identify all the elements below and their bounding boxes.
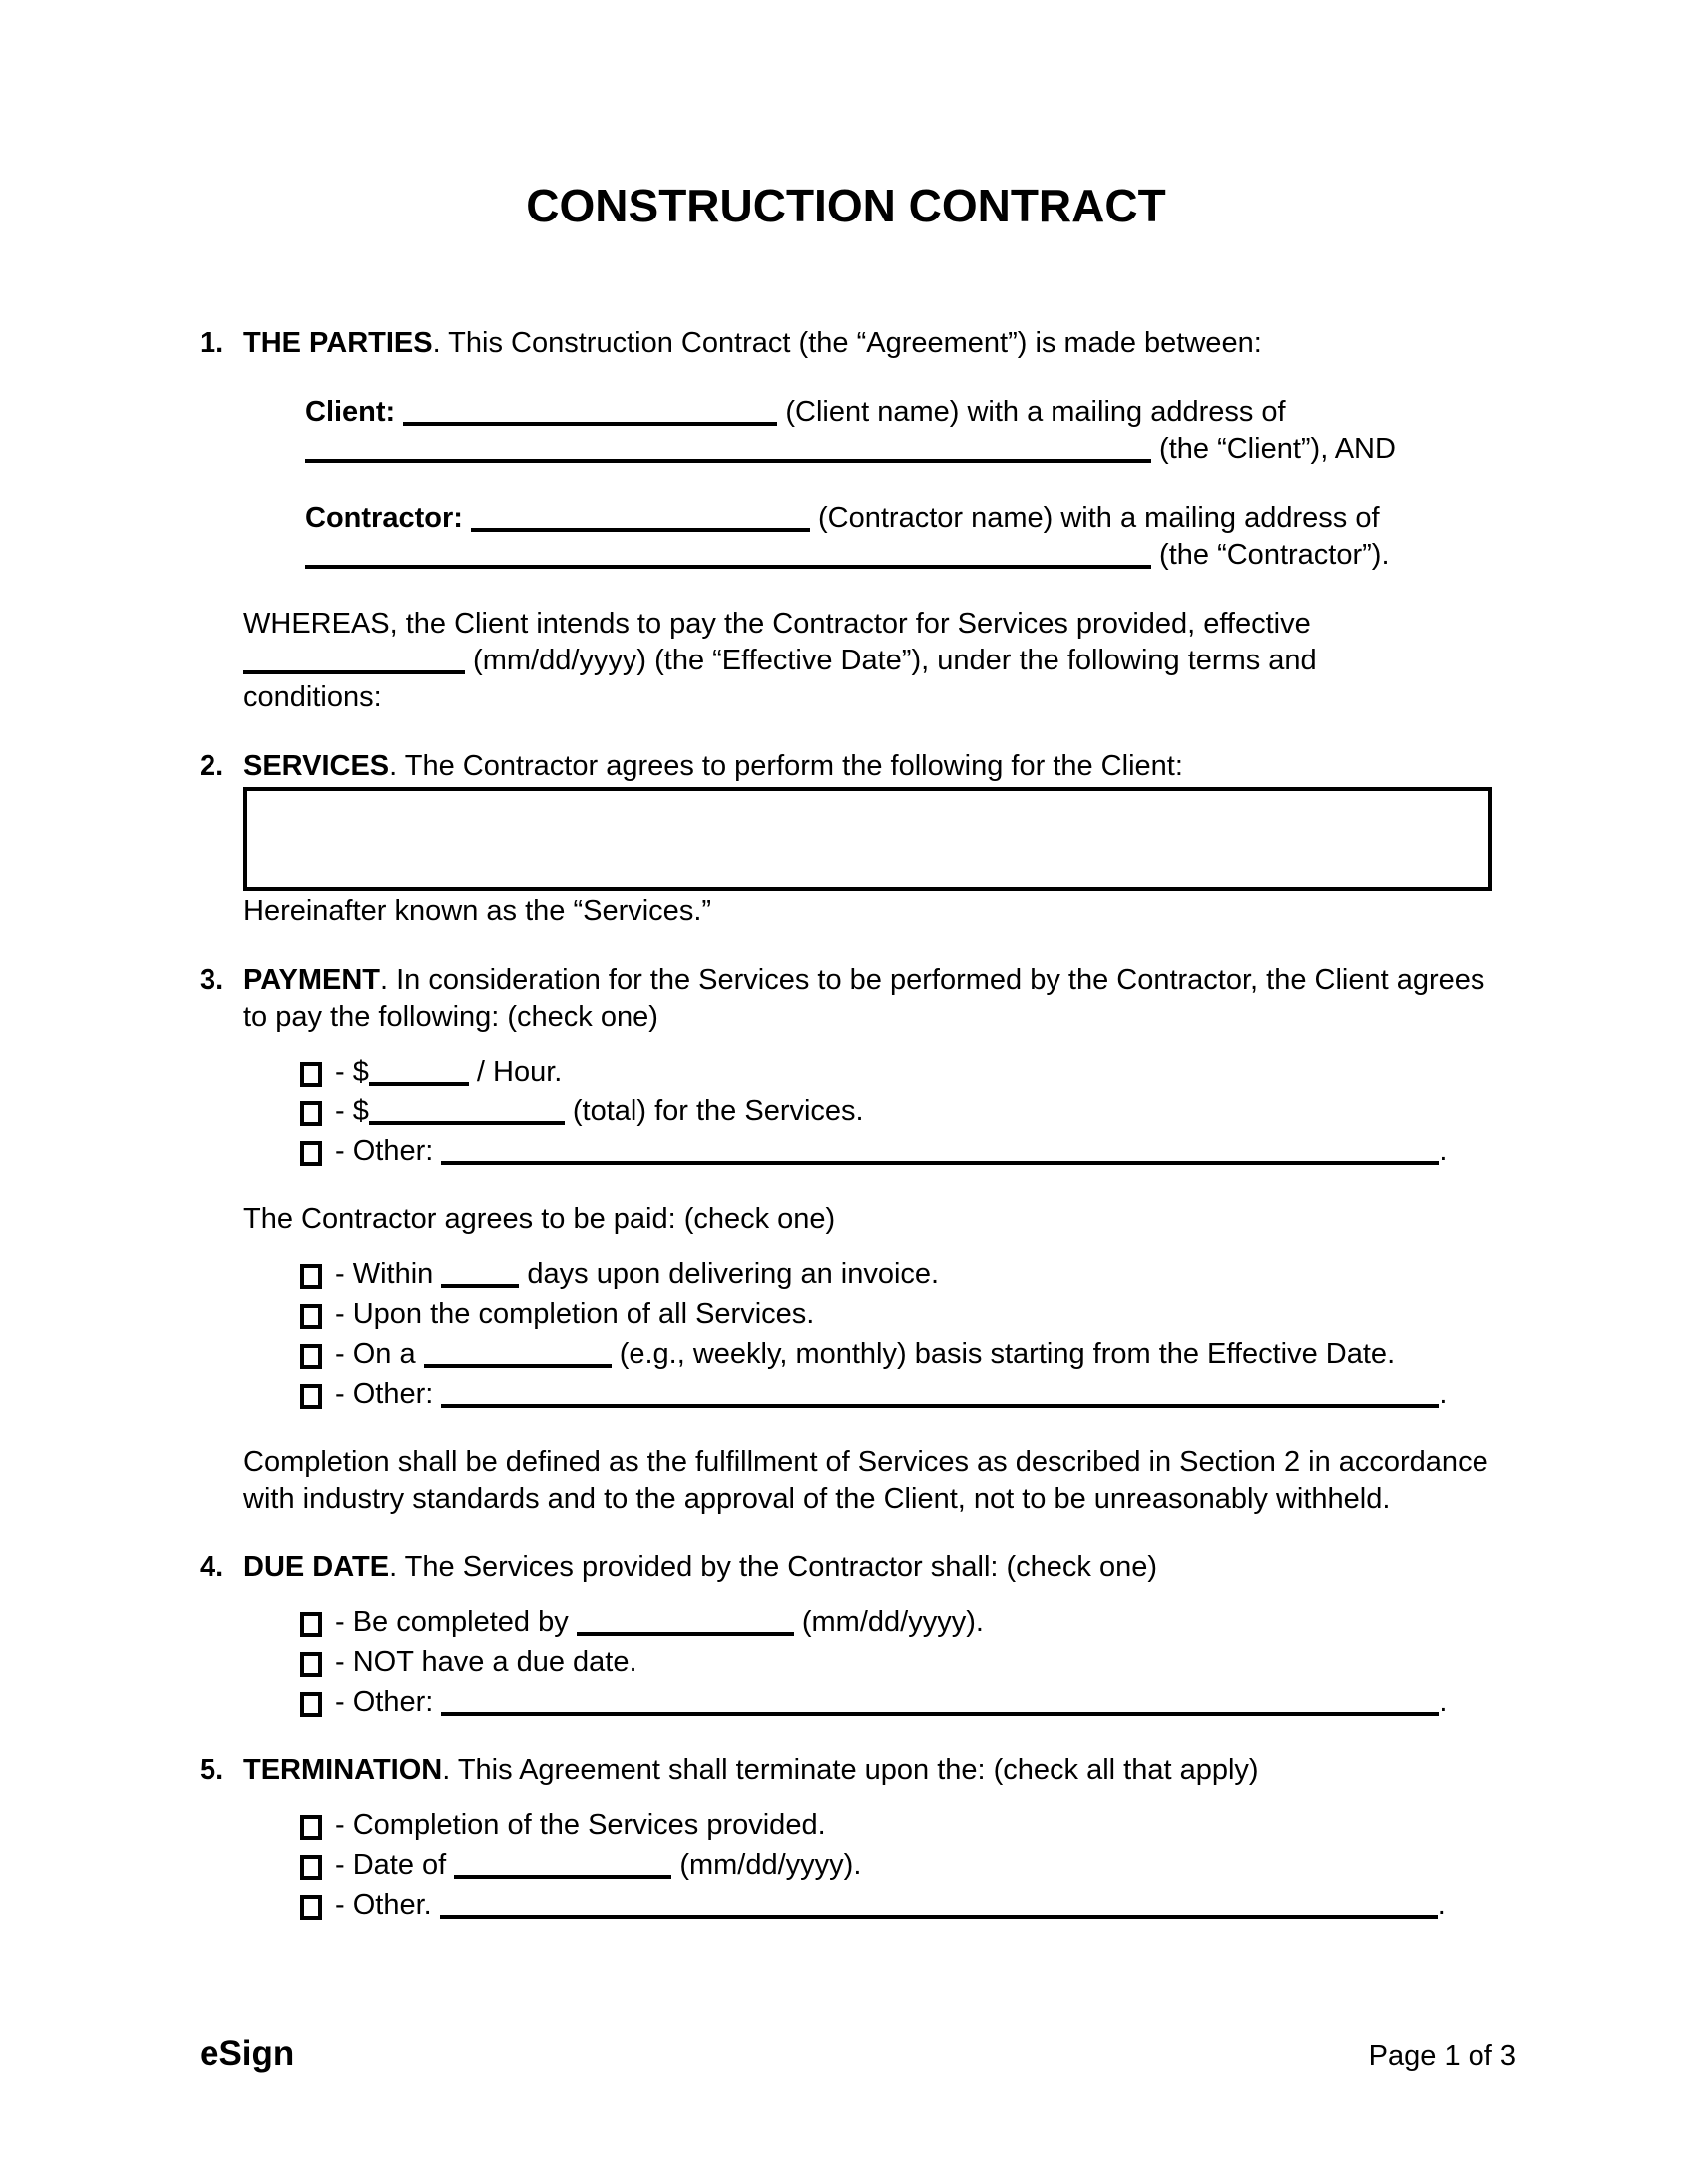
- section-content: [243, 962, 1492, 1549]
- paid-option-invoice: [300, 1254, 1492, 1294]
- option-text: .: [1439, 1686, 1448, 1718]
- section-termination: [200, 1752, 1492, 1955]
- section-services: [200, 748, 1492, 962]
- whereas-line2: (mm/dd/yyyy) (the “Effective Date”), under the following terms and: [465, 645, 1317, 676]
- option-text: (total) for the Services.: [564, 1095, 864, 1127]
- option-text: - On a: [335, 1338, 424, 1370]
- contractor-name-blank[interactable]: [471, 502, 810, 532]
- option-text: / Hour.: [468, 1056, 563, 1088]
- section-lead: [243, 962, 1492, 1036]
- option-text: - Be completed by: [335, 1606, 577, 1638]
- section-content: [243, 325, 1492, 748]
- section-lead-text: . This Agreement shall terminate upon the: (check all that apply): [442, 1754, 1259, 1786]
- services-note: Hereinafter known as the “Services.”: [243, 895, 712, 927]
- section-lead: [243, 748, 1492, 785]
- term-date-checkbox[interactable]: [300, 1855, 322, 1880]
- termination-options: [300, 1805, 1492, 1925]
- option-text: - $: [335, 1095, 369, 1127]
- paid-lead: The Contractor agrees to be paid: (check one): [243, 1203, 836, 1235]
- client-clause: [305, 394, 1492, 468]
- page-footer: [200, 2035, 1516, 2075]
- option-text: .: [1439, 1135, 1448, 1167]
- paid-invoice-checkbox[interactable]: [300, 1264, 322, 1289]
- effective-date-blank[interactable]: [243, 645, 465, 674]
- section-payment: [200, 962, 1492, 1549]
- client-label: Client:: [305, 396, 396, 428]
- section-heading: DUE DATE: [243, 1551, 390, 1583]
- option-text: - Completion of the Services provided.: [335, 1809, 826, 1841]
- section-content: [243, 1549, 1492, 1752]
- contractor-label: Contractor:: [305, 502, 463, 534]
- term-option-completion: [300, 1805, 1492, 1845]
- services-entry-box[interactable]: [243, 787, 1492, 891]
- due-option-other: [300, 1682, 1492, 1722]
- payment-timing-options: [300, 1254, 1492, 1414]
- section-the-parties: [200, 325, 1492, 748]
- section-number: 4.: [200, 1551, 224, 1583]
- client-name-blank[interactable]: [403, 396, 777, 426]
- option-text: - Other:: [335, 1135, 442, 1167]
- due-other-checkbox[interactable]: [300, 1692, 322, 1717]
- term-completion-checkbox[interactable]: [300, 1815, 322, 1840]
- section-number: 2.: [200, 750, 224, 782]
- client-address-blank[interactable]: [305, 433, 1151, 463]
- due-other-blank[interactable]: [441, 1686, 1439, 1716]
- section-lead-text: . The Services provided by the Contractor shall: (check one): [389, 1551, 1158, 1583]
- option-text: - Upon the completion of all Services.: [335, 1298, 815, 1330]
- section-lead: [243, 1549, 1492, 1586]
- option-text: - Other:: [335, 1378, 442, 1410]
- termination-other-blank[interactable]: [440, 1889, 1438, 1919]
- due-date-options: [300, 1602, 1492, 1722]
- section-number: 3.: [200, 964, 224, 996]
- paid-basis-checkbox[interactable]: [300, 1344, 322, 1369]
- section-number: 1.: [200, 327, 224, 359]
- option-text: - $: [335, 1056, 369, 1088]
- payment-option-other: [300, 1131, 1492, 1171]
- document-title: CONSTRUCTION CONTRACT: [526, 180, 1166, 231]
- section-lead: [243, 325, 1492, 362]
- payment-option-hourly: [300, 1052, 1492, 1092]
- payment-option-total: [300, 1092, 1492, 1131]
- option-text: (mm/dd/yyyy).: [671, 1849, 862, 1881]
- paid-other-blank[interactable]: [441, 1378, 1439, 1408]
- invoice-days-blank[interactable]: [441, 1258, 519, 1288]
- section-lead-text: . In consideration for the Services to be performed by the Contractor, the Client agrees to pay the following: (check one): [243, 964, 1485, 1033]
- whereas-line1: WHEREAS, the Client intends to pay the Contractor for Services provided, effective: [243, 608, 1311, 640]
- section-heading: THE PARTIES: [243, 327, 433, 359]
- due-none-checkbox[interactable]: [300, 1652, 322, 1677]
- client-clause-text2: (the “Client”), AND: [1151, 433, 1396, 465]
- payment-other-checkbox[interactable]: [300, 1141, 322, 1166]
- whereas-clause: [243, 606, 1492, 716]
- option-text: - Other.: [335, 1889, 440, 1921]
- option-text: .: [1439, 1378, 1448, 1410]
- paid-option-completion: [300, 1294, 1492, 1334]
- option-text: (mm/dd/yyyy).: [793, 1606, 984, 1638]
- contractor-clause-text2: (the “Contractor”).: [1151, 539, 1390, 571]
- paid-option-other: [300, 1374, 1492, 1414]
- contractor-address-blank[interactable]: [305, 539, 1151, 569]
- option-text: days upon delivering an invoice.: [519, 1258, 940, 1290]
- option-text: - Within: [335, 1258, 442, 1290]
- payment-hourly-checkbox[interactable]: [300, 1062, 322, 1087]
- section-due-date: [200, 1549, 1492, 1752]
- due-option-completed-by: [300, 1602, 1492, 1642]
- payment-basis-blank[interactable]: [424, 1338, 612, 1368]
- paid-completion-checkbox[interactable]: [300, 1304, 322, 1329]
- paid-option-basis: [300, 1334, 1492, 1374]
- section-number: 5.: [200, 1754, 224, 1786]
- contractor-clause-text: (Contractor name) with a mailing address of: [809, 502, 1380, 534]
- section-heading: TERMINATION: [243, 1754, 443, 1786]
- hourly-rate-blank[interactable]: [369, 1056, 469, 1086]
- section-lead: [243, 1752, 1492, 1789]
- option-text: .: [1437, 1889, 1446, 1921]
- due-option-none: [300, 1642, 1492, 1682]
- payment-total-checkbox[interactable]: [300, 1101, 322, 1126]
- payment-other-blank[interactable]: [441, 1135, 1439, 1165]
- termination-date-blank[interactable]: [454, 1849, 671, 1879]
- completion-note: Completion shall be defined as the fulfillment of Services as described in Section 2 in accordance with industry standards and to the approval of the Client, not to be unreasonably withheld.: [243, 1446, 1488, 1515]
- paid-other-checkbox[interactable]: [300, 1384, 322, 1409]
- option-text: (e.g., weekly, monthly) basis starting from the Effective Date.: [611, 1338, 1396, 1370]
- whereas-line3: conditions:: [243, 681, 382, 713]
- option-text: - NOT have a due date.: [335, 1646, 637, 1678]
- term-option-other: [300, 1885, 1492, 1925]
- section-content: [243, 748, 1492, 962]
- contractor-clause: [305, 500, 1492, 574]
- client-clause-text: (Client name) with a mailing address of: [777, 396, 1286, 428]
- term-other-checkbox[interactable]: [300, 1895, 322, 1920]
- section-lead-text: . This Construction Contract (the “Agreement”) is made between:: [432, 327, 1262, 359]
- due-completed-checkbox[interactable]: [300, 1612, 322, 1637]
- payment-amount-options: [300, 1052, 1492, 1171]
- due-date-blank[interactable]: [577, 1606, 794, 1636]
- term-option-date: [300, 1845, 1492, 1885]
- section-lead-text: . The Contractor agrees to perform the following for the Client:: [389, 750, 1183, 782]
- option-text: - Date of: [335, 1849, 455, 1881]
- page-indicator: Page 1 of 3: [1368, 2040, 1516, 2072]
- section-heading: PAYMENT: [243, 964, 380, 996]
- total-amount-blank[interactable]: [369, 1095, 565, 1125]
- option-text: - Other:: [335, 1686, 442, 1718]
- section-heading: SERVICES: [243, 750, 390, 782]
- esign-logo: eSign: [200, 2034, 295, 2073]
- section-content: [243, 1752, 1492, 1955]
